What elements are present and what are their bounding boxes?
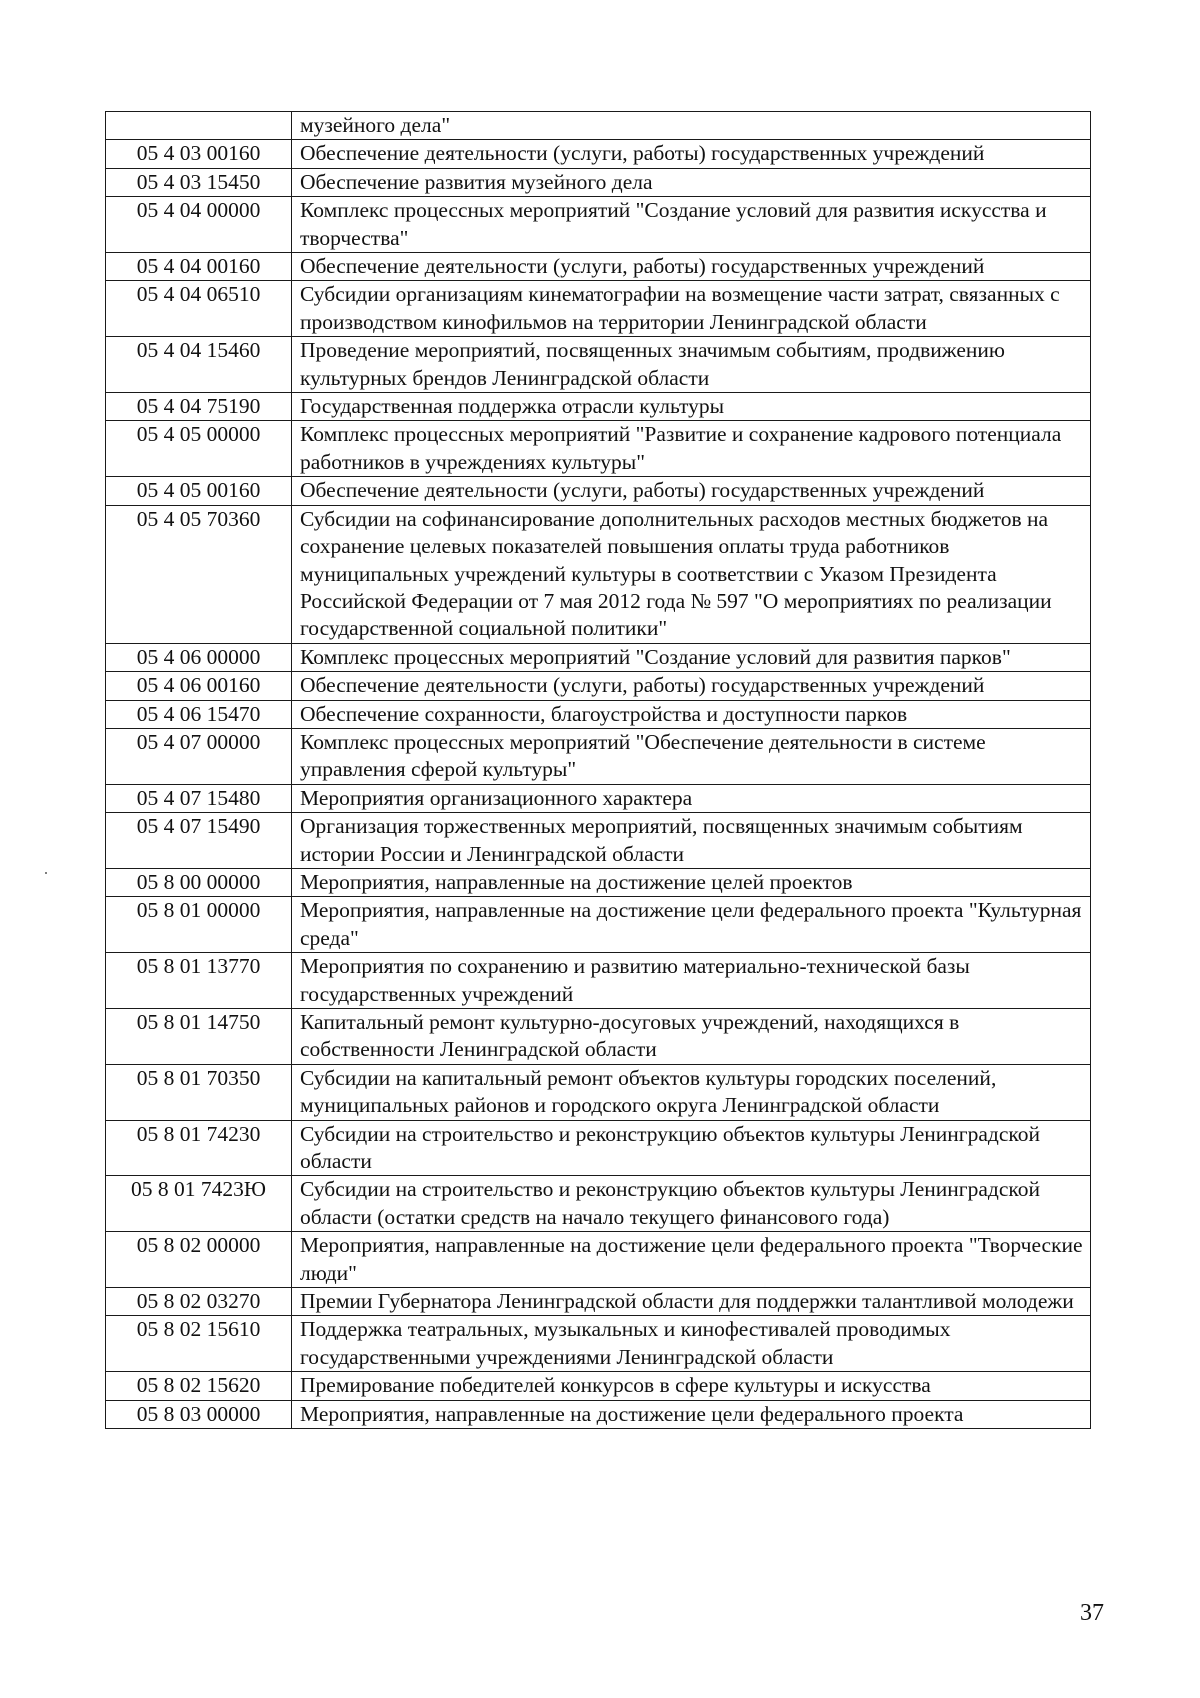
description-cell: Премии Губернатора Ленинградской области для поддержки талантливой молодежи — [292, 1288, 1091, 1316]
table-row — [106, 700, 1091, 728]
budget-code-cell — [106, 112, 292, 140]
budget-code-cell: 05 4 05 70360 — [106, 505, 292, 643]
description-cell: Премирование победителей конкурсов в сфере культуры и искусства — [292, 1372, 1091, 1400]
table-row — [106, 477, 1091, 505]
budget-code-cell: 05 8 01 70350 — [106, 1064, 292, 1120]
table-row — [106, 505, 1091, 643]
description-cell: Обеспечение деятельности (услуги, работы) государственных учреждений — [292, 253, 1091, 281]
table-row — [106, 1064, 1091, 1120]
budget-code-cell: 05 4 07 00000 — [106, 728, 292, 784]
description-cell: Мероприятия, направленные на достижение цели федерального проекта "Творческие люди" — [292, 1232, 1091, 1288]
budget-code-cell: 05 8 01 14750 — [106, 1009, 292, 1065]
table-row — [106, 897, 1091, 953]
table-row — [106, 813, 1091, 869]
budget-code-cell: 05 8 02 00000 — [106, 1232, 292, 1288]
budget-code-cell: 05 4 06 00160 — [106, 672, 292, 700]
description-cell: Комплекс процессных мероприятий "Развитие и сохранение кадрового потенциала работников в учреждениях культуры" — [292, 421, 1091, 477]
description-cell: Субсидии организациям кинематографии на возмещение части затрат, связанных с производством кинофильмов на территории Ленинградской области — [292, 281, 1091, 337]
budget-code-cell: 05 4 06 00000 — [106, 643, 292, 671]
table-row — [106, 1316, 1091, 1372]
table-row — [106, 1009, 1091, 1065]
budget-code-cell: 05 8 02 03270 — [106, 1288, 292, 1316]
table-row — [106, 281, 1091, 337]
budget-code-cell: 05 8 02 15620 — [106, 1372, 292, 1400]
table-row — [106, 1400, 1091, 1428]
description-cell: Субсидии на строительство и реконструкцию объектов культуры Ленинградской области (остатки средств на начало текущего финансового года) — [292, 1176, 1091, 1232]
table-row — [106, 1232, 1091, 1288]
description-cell: Обеспечение развития музейного дела — [292, 168, 1091, 196]
description-cell: Субсидии на капитальный ремонт объектов культуры городских поселений, муниципальных районов и городского округа Ленинградской области — [292, 1064, 1091, 1120]
budget-code-table — [105, 111, 1091, 1429]
description-cell: Организация торжественных мероприятий, посвященных значимым событиям истории России и Ленинградской области — [292, 813, 1091, 869]
budget-code-cell: 05 4 05 00160 — [106, 477, 292, 505]
budget-code-cell: 05 8 02 15610 — [106, 1316, 292, 1372]
description-cell: Комплекс процессных мероприятий "Создание условий для развития парков" — [292, 643, 1091, 671]
table-row — [106, 253, 1091, 281]
description-cell: Проведение мероприятий, посвященных значимым событиям, продвижению культурных брендов Ленинградской области — [292, 337, 1091, 393]
budget-code-cell: 05 8 01 74230 — [106, 1120, 292, 1176]
description-cell: Мероприятия организационного характера — [292, 784, 1091, 812]
table-row — [106, 784, 1091, 812]
table-row — [106, 643, 1091, 671]
table-row — [106, 1288, 1091, 1316]
budget-code-cell: 05 4 04 75190 — [106, 393, 292, 421]
budget-code-cell: 05 4 03 00160 — [106, 140, 292, 168]
description-cell: Комплекс процессных мероприятий "Обеспечение деятельности в системе управления сферой культуры" — [292, 728, 1091, 784]
budget-code-cell: 05 8 00 00000 — [106, 868, 292, 896]
table-row — [106, 393, 1091, 421]
description-cell: Субсидии на софинансирование дополнительных расходов местных бюджетов на сохранение целевых показателей повышения оплаты труда работников муниципальных учреждений культуры в соответствии с Указом Президента Российской Федерации от 7 мая 2012 года № 597 "О мероприятиях по реализации государственной социальной политики" — [292, 505, 1091, 643]
description-cell: Субсидии на строительство и реконструкцию объектов культуры Ленинградской области — [292, 1120, 1091, 1176]
table-row — [106, 168, 1091, 196]
scan-speck — [45, 872, 47, 874]
table-row — [106, 140, 1091, 168]
budget-code-cell: 05 4 07 15490 — [106, 813, 292, 869]
description-cell: Обеспечение сохранности, благоустройства и доступности парков — [292, 700, 1091, 728]
description-cell: Мероприятия, направленные на достижение цели федерального проекта — [292, 1400, 1091, 1428]
budget-code-cell: 05 4 04 06510 — [106, 281, 292, 337]
table-row — [106, 868, 1091, 896]
page-number: 37 — [1080, 1600, 1104, 1626]
budget-code-cell: 05 8 01 13770 — [106, 953, 292, 1009]
description-cell: Государственная поддержка отрасли культуры — [292, 393, 1091, 421]
description-cell: Мероприятия, направленные на достижение целей проектов — [292, 868, 1091, 896]
table-row — [106, 1176, 1091, 1232]
table-row — [106, 953, 1091, 1009]
budget-code-cell: 05 4 04 00160 — [106, 253, 292, 281]
table-row — [106, 1120, 1091, 1176]
budget-code-cell: 05 4 05 00000 — [106, 421, 292, 477]
table-row — [106, 421, 1091, 477]
description-cell: Обеспечение деятельности (услуги, работы) государственных учреждений — [292, 477, 1091, 505]
budget-code-cell: 05 4 04 15460 — [106, 337, 292, 393]
table-body — [106, 112, 1091, 1429]
table-row — [106, 337, 1091, 393]
table-row — [106, 197, 1091, 253]
description-cell: Обеспечение деятельности (услуги, работы) государственных учреждений — [292, 672, 1091, 700]
budget-code-cell: 05 8 01 00000 — [106, 897, 292, 953]
budget-code-cell: 05 4 03 15450 — [106, 168, 292, 196]
description-cell: Мероприятия по сохранению и развитию материально-технической базы государственных учреждений — [292, 953, 1091, 1009]
description-cell: музейного дела" — [292, 112, 1091, 140]
description-cell: Капитальный ремонт культурно-досуговых учреждений, находящихся в собственности Ленинградской области — [292, 1009, 1091, 1065]
description-cell: Мероприятия, направленные на достижение цели федерального проекта "Культурная среда" — [292, 897, 1091, 953]
description-cell: Поддержка театральных, музыкальных и кинофестивалей проводимых государственными учреждениями Ленинградской области — [292, 1316, 1091, 1372]
budget-code-cell: 05 4 04 00000 — [106, 197, 292, 253]
table-row — [106, 672, 1091, 700]
budget-code-cell: 05 8 01 7423Ю — [106, 1176, 292, 1232]
budget-code-cell: 05 4 06 15470 — [106, 700, 292, 728]
budget-code-cell: 05 8 03 00000 — [106, 1400, 292, 1428]
table-row — [106, 1372, 1091, 1400]
budget-code-cell: 05 4 07 15480 — [106, 784, 292, 812]
table-row — [106, 728, 1091, 784]
table-row — [106, 112, 1091, 140]
description-cell: Комплекс процессных мероприятий "Создание условий для развития искусства и творчества" — [292, 197, 1091, 253]
description-cell: Обеспечение деятельности (услуги, работы) государственных учреждений — [292, 140, 1091, 168]
